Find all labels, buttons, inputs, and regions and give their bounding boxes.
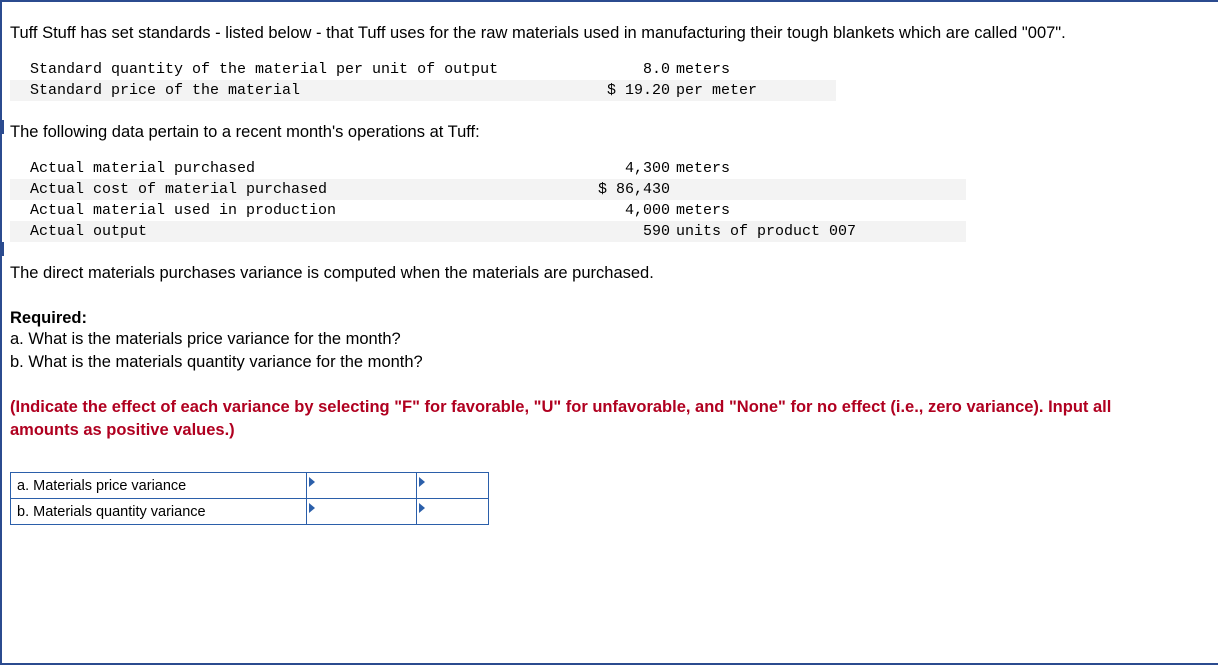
answer-row-label: a. Materials price variance [11, 473, 307, 499]
page-edge-tick [2, 120, 4, 134]
problem-intro: Tuff Stuff has set standards - listed below - that Tuff uses for the raw materials used in manufacturing their tough blankets which are called "007". [10, 24, 1066, 42]
standards-row-amount: 8.0 [642, 61, 670, 78]
standards-row-label: Standard quantity of the material per unit of output [30, 61, 499, 78]
actuals-row-unit: meters [676, 160, 731, 177]
instruction-warning: (Indicate the effect of each variance by selecting "F" for favorable, "U" for unfavorable, and "None" for no effect (i.e., zero variance). Input all amounts as positive values.) [10, 398, 1112, 439]
document-content [10, 22, 1200, 525]
variance-note: The direct materials purchases variance is computed when the materials are purchased. [10, 264, 654, 282]
actuals-row-label: Actual cost of material purchased [10, 179, 520, 200]
standards-row-amount: $ 19.20 [520, 80, 676, 101]
actuals-row-label: Actual material purchased [30, 160, 256, 177]
standards-row-unit: per meter [676, 80, 836, 101]
answer-row-label: b. Materials quantity variance [11, 499, 307, 525]
materials-quantity-variance-effect-select[interactable] [417, 499, 489, 525]
standards-table [10, 59, 836, 101]
table-row [10, 221, 966, 242]
table-row [10, 200, 966, 221]
page-edge-tick [2, 242, 4, 256]
actuals-row-label: Actual material used in production [30, 202, 337, 219]
actuals-row-label: Actual output [10, 221, 520, 242]
materials-price-variance-amount-input[interactable] [307, 473, 417, 499]
dropdown-caret-icon [309, 477, 315, 487]
actuals-table [10, 158, 966, 242]
actuals-row-amount: 590 [520, 221, 676, 242]
table-row [11, 473, 489, 499]
dropdown-caret-icon [419, 477, 425, 487]
standards-row-label: Standard price of the material [10, 80, 520, 101]
table-row [11, 499, 489, 525]
question-a: a. What is the materials price variance for the month? [10, 330, 401, 348]
table-row [10, 158, 966, 179]
dropdown-caret-icon [419, 503, 425, 513]
actuals-row-amount: $ 86,430 [520, 179, 676, 200]
table-row [10, 179, 966, 200]
materials-quantity-variance-amount-input[interactable] [307, 499, 417, 525]
standards-row-unit: meters [676, 61, 731, 78]
dropdown-caret-icon [309, 503, 315, 513]
actuals-row-amount: 4,000 [624, 202, 670, 219]
actuals-row-unit: meters [676, 202, 731, 219]
table-row [10, 80, 836, 101]
materials-price-variance-effect-select[interactable] [417, 473, 489, 499]
actuals-row-unit: units of product 007 [676, 221, 966, 242]
answer-table [10, 472, 489, 525]
actuals-row-amount: 4,300 [624, 160, 670, 177]
actuals-row-unit [676, 179, 966, 200]
actuals-intro: The following data pertain to a recent month's operations at Tuff: [10, 123, 480, 141]
table-row [10, 59, 836, 80]
required-heading: Required: [10, 309, 88, 327]
question-b: b. What is the materials quantity variance for the month? [10, 353, 423, 371]
